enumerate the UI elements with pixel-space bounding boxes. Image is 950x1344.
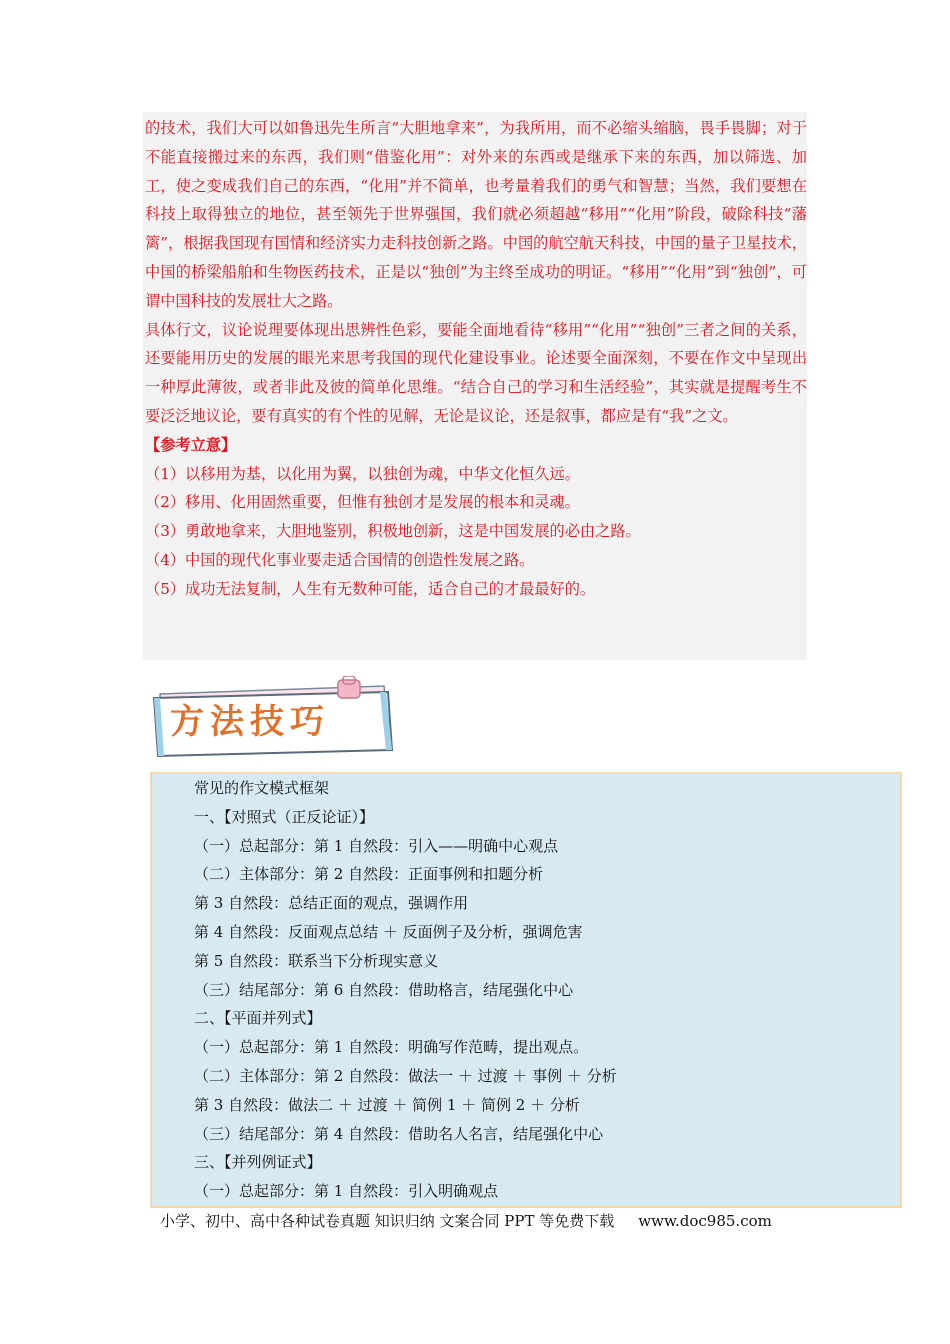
method-line: 第 3 自然段：总结正面的观点，强调作用 bbox=[194, 894, 469, 913]
method-box-title: 常见的作文模式框架 bbox=[194, 779, 330, 797]
method-line: （二）主体部分：第 2 自然段：做法一 ＋ 过渡 ＋ 事例 ＋ 分析 bbox=[194, 1066, 617, 1085]
reference-idea-item: （5）成功无法复制，人生有无数种可能，适合自己的才最最好的。 bbox=[145, 579, 596, 598]
method-line: 第 5 自然段：联系当下分析现实意义 bbox=[194, 951, 439, 970]
method-line: （一）总起部分：第 1 自然段：明确写作范畴，提出观点。 bbox=[194, 1038, 589, 1057]
reference-idea-item: （4）中国的现代化事业要走适合国情的创造性发展之路。 bbox=[145, 550, 535, 569]
page-footer bbox=[160, 1210, 840, 1231]
method-line: 第 4 自然段：反面观点总结 ＋ 反面例子及分析，强调危害 bbox=[194, 922, 583, 941]
method-line: （一）总起部分：第 1 自然段：引入明确观点 bbox=[194, 1182, 499, 1201]
reference-idea-item: （1）以移用为基，以化用为翼，以独创为魂，中华文化恒久远。 bbox=[145, 464, 580, 483]
analysis-paragraph-2: 具体行文，议论说理要体现出思辨性色彩，要能全面地看待“移用”“化用”“独创”三者之间的关系，还要能用历史的发展的眼光来思考我国的现代化建设事业。论述要全面深刻，不要在作文中呈现出一种厚此薄彼，或者非此及彼的简单化思维。“结合自己的学习和生活经验”，其实就是提醒考生不要泛泛地议论，要有真实的有个性的见解，无论是议论，还是叙事，都应是有“我”之文。 bbox=[145, 320, 807, 425]
method-line: （三）结尾部分：第 6 自然段：借助格言，结尾强化中心 bbox=[194, 980, 574, 999]
footer-url[interactable]: www.doc985.com bbox=[638, 1212, 772, 1230]
analysis-paragraph-1: 的技术，我们大可以如鲁迅先生所言“大胆地拿来”，为我所用，而不必缩头缩脑，畏手畏脚；对于不能直接搬过来的东西，我们则“借鉴化用”：对外来的东西或是继承下来的东西，加以筛选、加工，使之变成我们自己的东西，“化用”并不简单，也考量着我们的勇气和智慧；当然，我们要想在科技上取得独立的地位，甚至领先于世界强国，我们就必须超越“移用”“化用”阶段，破除科技“藩篱”，根据我国现有国情和经济实力走科技创新之路。中国的航空航天科技，中国的量子卫星技术，中国的桥梁船舶和生物医药技术，正是以“独创”为主终至成功的明证。“移用”“化用”到“独创”，可谓中国科技的发展壮大之路。 bbox=[145, 119, 807, 310]
reference-ideas-list bbox=[145, 460, 807, 604]
method-line: 二、【平面并列式】 bbox=[194, 1009, 322, 1028]
method-line: （三）结尾部分：第 4 自然段：借助名人名言，结尾强化中心 bbox=[194, 1124, 604, 1143]
analysis-section bbox=[145, 114, 807, 604]
method-box bbox=[194, 774, 894, 1206]
footer-text: 小学、初中、高中各种试卷真题 知识归纳 文案合同 PPT 等免费下载 bbox=[160, 1212, 615, 1230]
method-line: 三、【并列例证式】 bbox=[194, 1153, 322, 1172]
method-line: 第 3 自然段：做法二 ＋ 过渡 ＋ 简例 1 ＋ 简例 2 ＋ 分析 bbox=[194, 1095, 580, 1114]
reference-idea-item: （2）移用、化用固然重要，但惟有独创才是发展的根本和灵魂。 bbox=[145, 493, 580, 512]
method-line: （一）总起部分：第 1 自然段：引入——明确中心观点 bbox=[194, 836, 559, 855]
method-line: 一、【对照式（正反论证）】 bbox=[194, 807, 375, 826]
reference-idea-item: （3）勇敢地拿来，大胆地鉴别，积极地创新，这是中国发展的必由之路。 bbox=[145, 522, 641, 541]
method-line: （二）主体部分：第 2 自然段：正面事例和扣题分析 bbox=[194, 865, 544, 884]
method-tips-banner bbox=[150, 676, 400, 762]
banner-title: 方法技巧 bbox=[170, 702, 330, 742]
reference-ideas-heading: 【参考立意】 bbox=[145, 435, 237, 454]
